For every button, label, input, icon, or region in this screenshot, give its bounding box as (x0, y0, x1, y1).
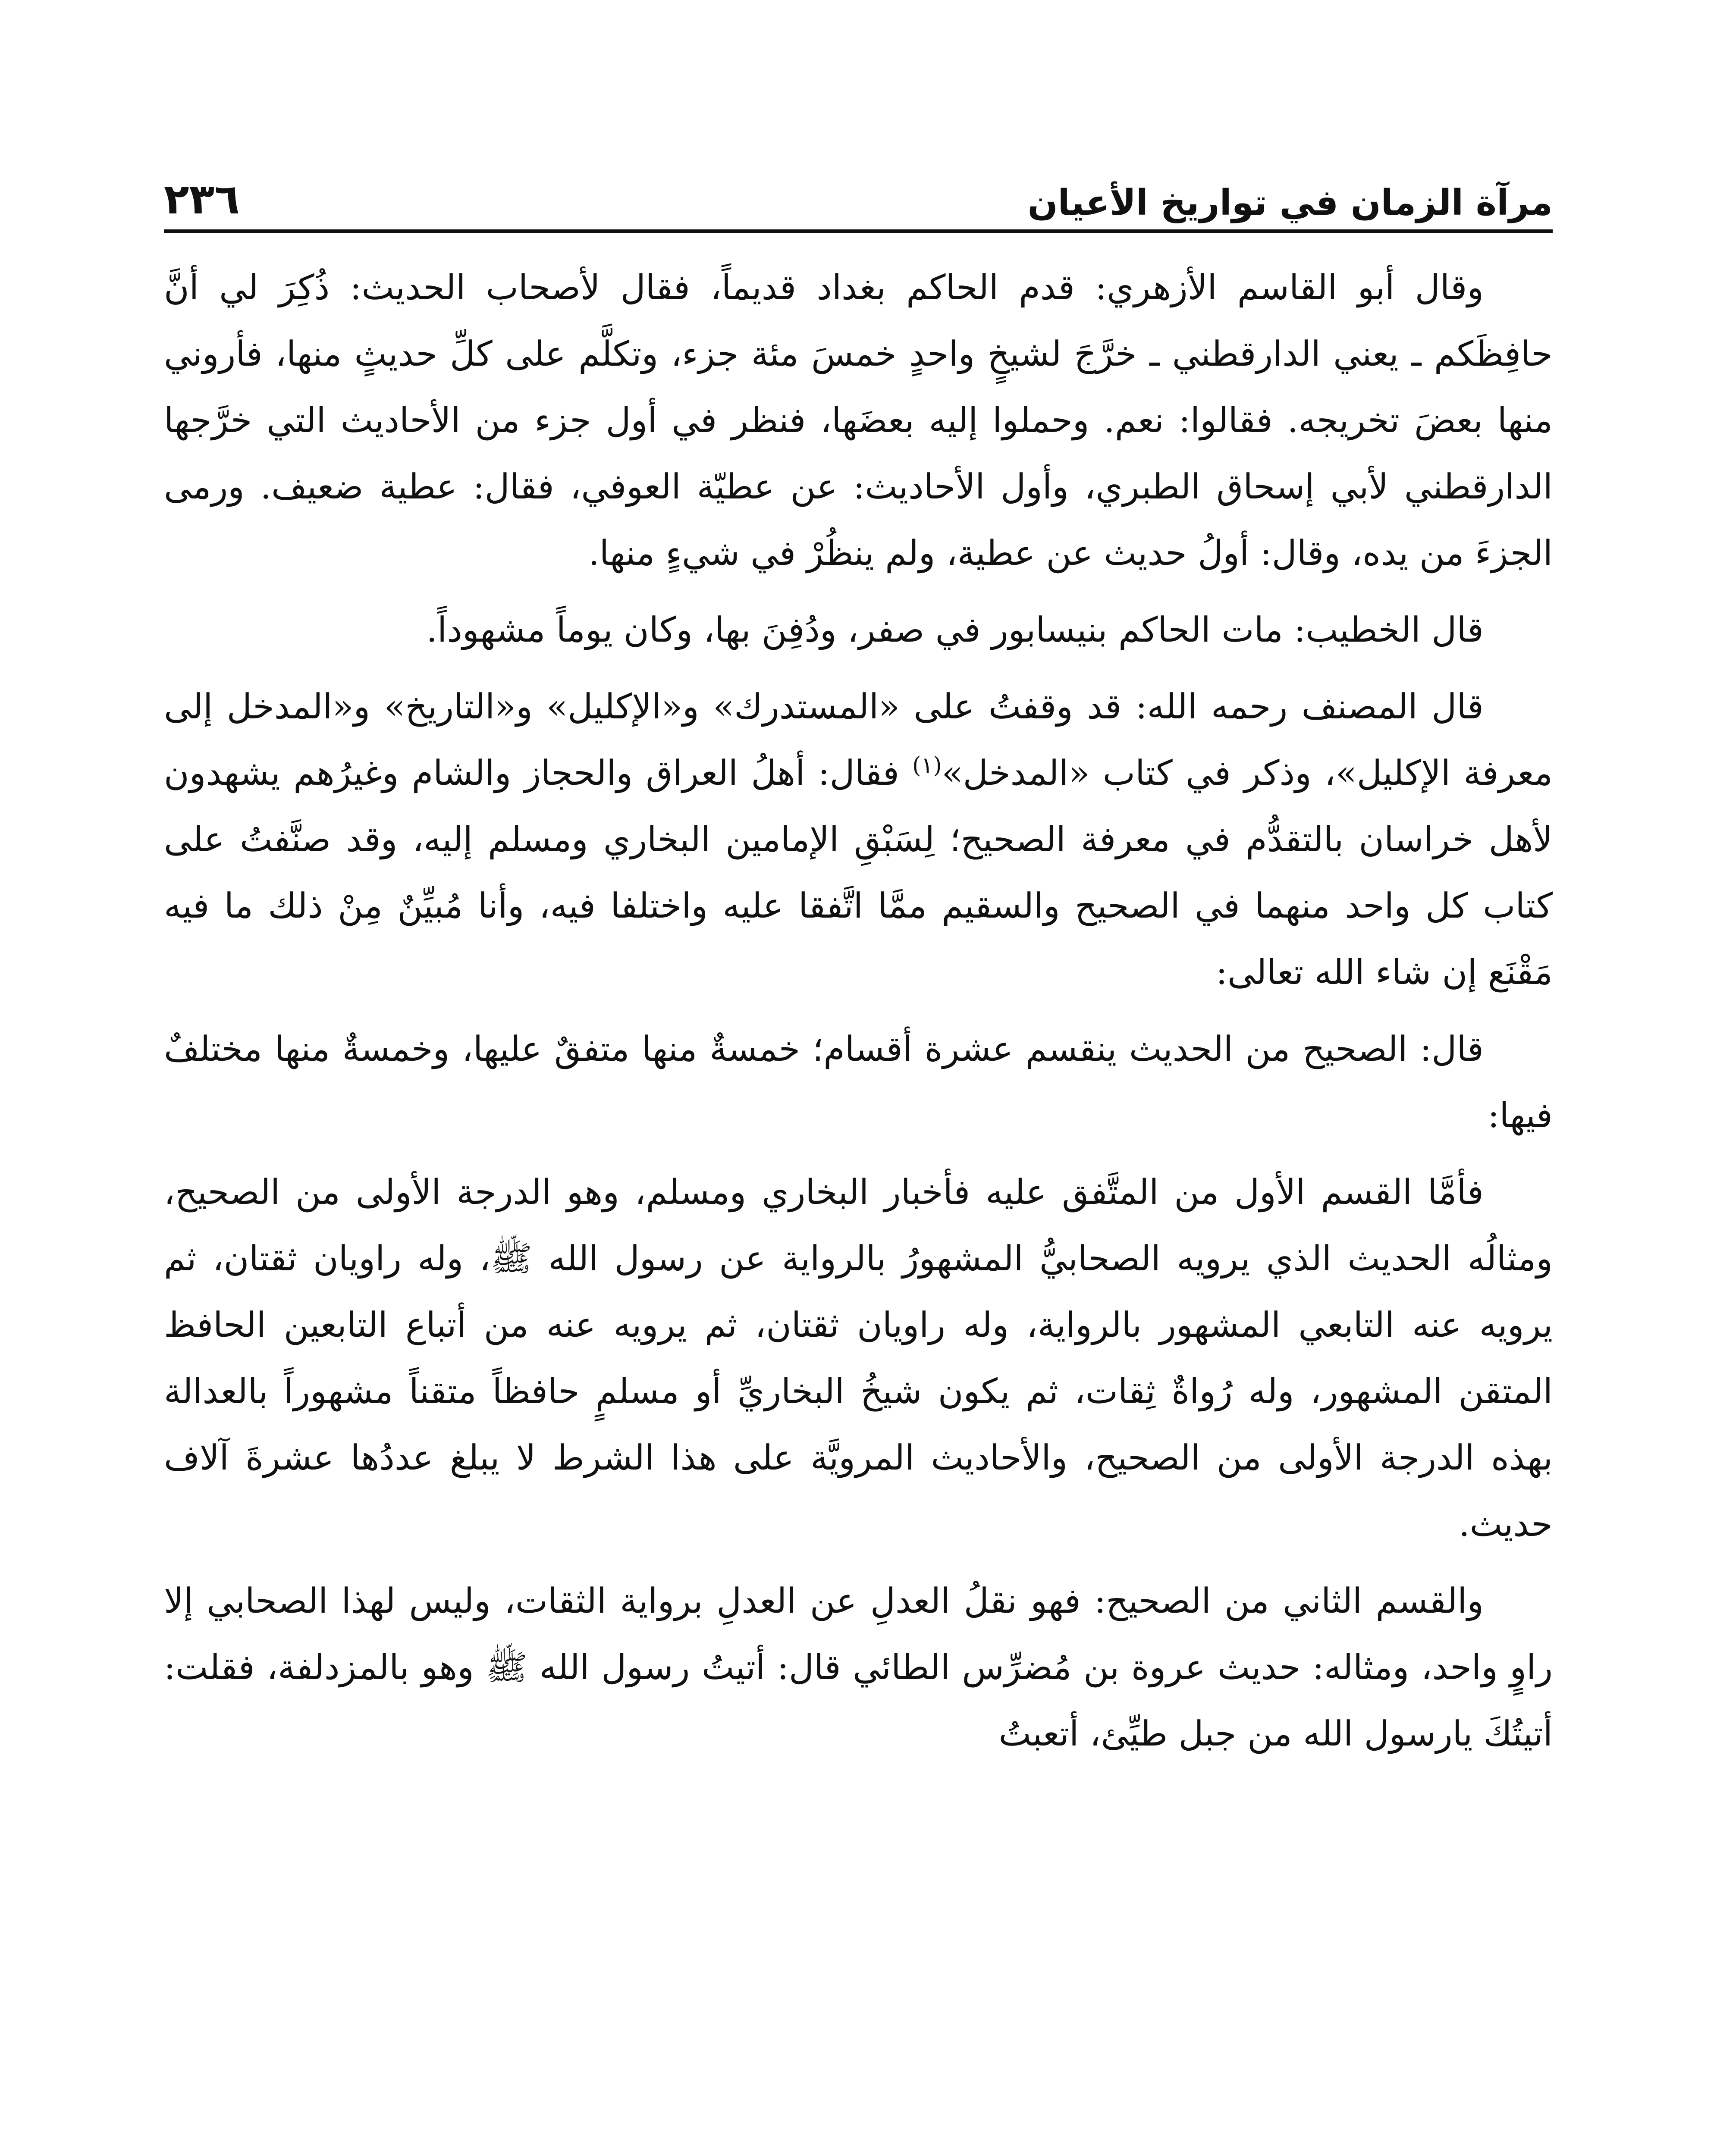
page-header (164, 160, 1553, 224)
main-text (164, 254, 1553, 1777)
paragraph: والقسم الثاني من الصحيح: فهو نقلُ العدلِ عن العدلِ برواية الثقات، وليس لهذا الصحابي إلا راوٍ واحد، ومثاله: حديث عروة بن مُضرِّس الطائي قال: أتيتُ رسول الله ﷺ وهو بالمزدلفة، فقلت: أتيتُكَ يارسول الله من جبل طيِّئ، أتعبتُ (164, 1581, 1553, 1754)
paragraph: وقال أبو القاسم الأزهري: قدم الحاكم بغداد قديماً، فقال لأصحاب الحديث: ذُكِرَ لي أنَّ حافِظَكم ـ يعني الدارقطني ـ خرَّجَ لشيخٍ واحدٍ خمسَ مئة جزء، وتكلَّم على كلِّ حديثٍ منها، فأروني منها بعضَ تخريجه. فقالوا: نعم. وحملوا إليه بعضَها، فنظر في أول جزء من الأحاديث التي خرَّجها الدارقطني لأبي إسحاق الطبري، وأول الأحاديث: عن عطيّة العوفي، فقال: عطية ضعيف. ورمى الجزءَ من يده، وقال: أولُ حديث عن عطية، ولم ينظُرْ في شيءٍ منها. (164, 267, 1553, 573)
header-rule (164, 229, 1553, 233)
paragraph: قال الخطيب: مات الحاكم بنيسابور في صفر، ودُفِنَ بها، وكان يوماً مشهوداً. (426, 610, 1484, 650)
footnote-reference[interactable]: (١) (912, 752, 942, 779)
page-number: ٢٣٦ (164, 175, 240, 223)
paragraph-with-footnote (164, 674, 1553, 1006)
paragraph-part: قال المصنف رحمه الله: قد وقفتُ على «المستدرك» و«الإكليل» و«التاريخ» و«المدخل إلى معرفة الإكليل»، وذكر في كتاب «المدخل» (164, 686, 1553, 793)
running-title: مرآة الزمان في تواريخ الأعيان (1027, 182, 1553, 223)
paragraph: فأمَّا القسم الأول من المتَّفق عليه فأخبار البخاري ومسلم، وهو الدرجة الأولى من الصحيح، ومثالُه الحديث الذي يرويه الصحابيُّ المشهورُ بالرواية عن رسول الله ﷺ، وله راويان ثقتان، ثم يرويه عنه التابعي المشهور بالرواية، وله راويان ثقتان، ثم يرويه عنه من أتباع التابعين الحافظ المتقن المشهور، وله رُواةٌ ثِقات، ثم يكون شيخُ البخاريِّ أو مسلمٍ حافظاً متقناً مشهوراً بالعدالة بهذه الدرجة الأولى من الصحيح، والأحاديث المرويَّة على هذا الشرط لا يبلغ عددُها عشرةَ آلاف حديث. (164, 1172, 1553, 1544)
paragraph-part: فقال: أهلُ العراق والحجاز والشام وغيرُهم يشهدون لأهل خراسان بالتقدُّم في معرفة الصحيح؛ لِسَبْقِ الإمامين البخاري ومسلم إليه، وقد صنَّفتُ على كتاب كل واحد منهما في الصحيح والسقيم ممَّا اتَّفقا عليه واختلفا فيه، وأنا مُبيِّنٌ مِنْ ذلك ما فيه مَقْنَع إن شاء الله تعالى: (164, 753, 1553, 992)
paragraph: قال: الصحيح من الحديث ينقسم عشرة أقسام؛ خمسةٌ منها متفقٌ عليها، وخمسةٌ منها مختلفٌ فيها: (164, 1029, 1553, 1135)
